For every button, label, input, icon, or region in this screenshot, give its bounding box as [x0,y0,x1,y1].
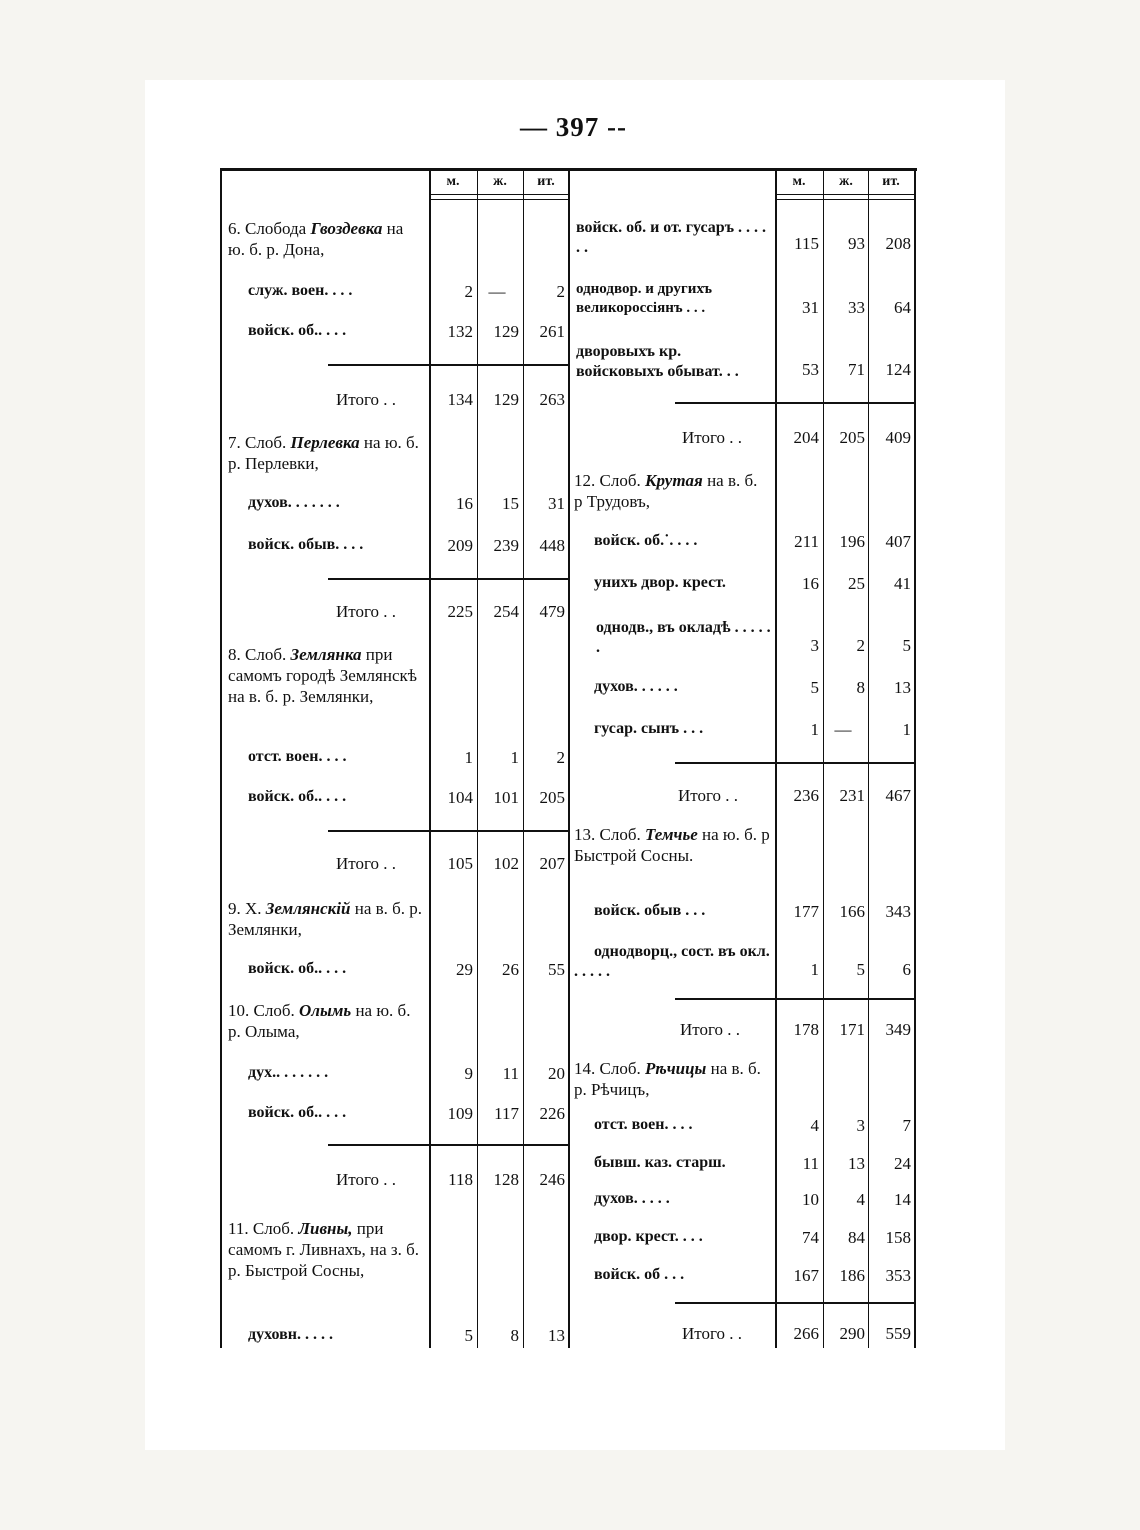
cell-m: 109 [447,1104,473,1123]
cell-zh: 239 [493,536,519,555]
row-label: однодв., въ окладѣ . . . . . . [596,619,771,656]
total-zh: 205 [839,428,865,447]
cell-m: 2 [464,282,473,301]
total-it: 207 [539,854,565,873]
cell-it: 14 [894,1190,911,1209]
cell-zh: 117 [494,1104,519,1123]
total-zh: 102 [493,854,519,873]
section-heading: 13. Слоб. Темчье на ю. б. р Быстрой Сосны. [574,825,770,865]
header-zh: ж. [493,174,507,189]
total-m: 118 [448,1170,473,1189]
cell-m: 115 [794,234,819,253]
cell-m: 53 [802,360,819,379]
cell-it: 64 [894,298,911,317]
cell-m: 167 [793,1266,819,1285]
cell-it: 2 [556,748,565,767]
total-m: 225 [447,602,473,621]
total-label: Итого . . [336,1170,397,1189]
row-label: однодворц., сост. въ окл. . . . . . [574,943,770,980]
cell-it: 343 [885,902,911,921]
row-label: войск. об.˙. . . . [594,532,698,549]
total-zh: 129 [493,390,519,409]
row-label: духовн. . . . . [248,1326,333,1343]
row-label: однодвор. и другихъ великороссіянъ . . . [576,281,713,316]
cell-m: 209 [447,536,473,555]
cell-it: 5 [902,636,911,655]
header-m: м. [446,174,460,189]
cell-zh: 84 [848,1228,865,1247]
header-rule [429,194,569,200]
cell-it: 124 [885,360,911,379]
row-label: войск. об. и от. гусаръ . . . . . . [576,219,767,256]
cell-zh: 13 [848,1154,865,1173]
cell-m: 11 [802,1154,819,1173]
cell-zh: 101 [493,788,519,807]
cell-m: 211 [794,532,819,551]
cell-it: 31 [548,494,565,513]
total-label: Итого . . [336,854,397,873]
cell-zh: 33 [848,298,865,317]
row-label: духов. . . . . [594,1190,670,1207]
cell-m: 31 [802,298,819,317]
total-rule [328,830,568,832]
header-zh: ж. [839,174,853,189]
header-m: м. [792,174,806,189]
cell-it: 20 [548,1064,565,1083]
page-number: — 397 -- [520,112,627,142]
total-m: 105 [447,854,473,873]
cell-zh: — [488,282,506,301]
cell-it: 55 [548,960,565,979]
total-m: 204 [793,428,819,447]
cell-zh: 11 [502,1064,519,1083]
cell-m: 1 [464,748,473,767]
total-it: 409 [885,428,911,447]
cell-it: 261 [539,322,565,341]
cell-zh: 196 [839,532,865,551]
cell-zh: 2 [856,636,865,655]
cell-m: 3 [810,636,819,655]
total-rule [675,762,915,764]
cell-zh: 1 [510,748,519,767]
row-label: дух.. . . . . . . [248,1064,329,1081]
total-rule [328,364,568,366]
cell-m: 1 [810,960,819,979]
total-label: Итого . . [336,602,397,621]
section-heading: 10. Слоб. Олымь на ю. б. р. Олыма, [228,1001,411,1041]
cell-m: 29 [456,960,473,979]
total-it: 559 [885,1324,911,1343]
section-heading: 12. Слоб. Крутая на в. б. р Трудовъ, [574,471,758,511]
table-right-border [914,170,916,1348]
row-label: бывш. каз. старш. [594,1154,726,1171]
cell-it: 13 [894,678,911,697]
total-label: Итого . . [678,786,739,805]
cell-it: 208 [885,234,911,253]
total-m: 178 [793,1020,819,1039]
cell-m: 9 [464,1064,473,1083]
statistics-table [220,168,917,1348]
total-zh: 231 [839,786,865,805]
total-label: Итого . . [336,390,397,409]
cell-it: 1 [902,720,911,739]
total-zh: 254 [493,602,519,621]
total-it: 263 [539,390,565,409]
cell-it: 13 [548,1326,565,1345]
table-left-border [220,170,222,1348]
row-label: войск. об.. . . . [248,788,347,805]
section-heading: 7. Слоб. Перлевка на ю. б. р. Перлевки, [228,433,419,473]
cell-it: 448 [539,536,565,555]
cell-zh: 3 [856,1116,865,1135]
cell-m: 74 [802,1228,819,1247]
cell-m: 16 [802,574,819,593]
total-label: Итого . . [682,1324,743,1343]
row-label: унихъ двор. крест. [594,574,726,591]
row-label: войск. обыв . . . [594,902,706,919]
cell-zh: 93 [848,234,865,253]
cell-it: 407 [885,532,911,551]
total-rule [675,1302,915,1304]
total-zh: 128 [493,1170,519,1189]
col-divider [568,170,570,1348]
row-label: войск. об.. . . . [248,1104,347,1121]
cell-zh: 8 [510,1326,519,1345]
row-label: войск. об.. . . . [248,960,347,977]
total-label: Итого . . [682,428,743,447]
row-label: отст. воен. . . . [248,748,347,765]
total-rule [328,578,568,580]
row-label: духов. . . . . . . [248,494,340,511]
row-label: дворовыхъ кр. войсковыхъ обыват. . . [576,343,739,380]
row-label: двор. крест. . . . [594,1228,703,1245]
cell-zh: 26 [502,960,519,979]
cell-it: 205 [539,788,565,807]
cell-m: 132 [447,322,473,341]
section-heading: 11. Слоб. Ливны, при самомъ г. Ливнахъ, на з. б. р. Быстрой Сосны, [228,1219,420,1280]
total-zh: 290 [839,1324,865,1343]
cell-zh: — [834,720,852,739]
cell-zh: 166 [839,902,865,921]
cell-zh: 25 [848,574,865,593]
row-label: духов. . . . . . [594,678,678,695]
section-heading: 8. Слоб. Землянка при самомъ городѣ Землянскѣ на в. б. р. Землянки, [228,645,417,706]
cell-m: 4 [810,1116,819,1135]
header-rule [775,194,916,200]
total-m: 134 [447,390,473,409]
cell-it: 2 [556,282,565,301]
cell-m: 104 [447,788,473,807]
row-label: служ. воен. . . . [248,282,353,299]
total-label: Итого . . [680,1020,741,1039]
cell-m: 10 [802,1190,819,1209]
row-label: войск. об.. . . . [248,322,347,339]
total-m: 266 [793,1324,819,1343]
cell-it: 353 [885,1266,911,1285]
cell-zh: 71 [848,360,865,379]
cell-it: 7 [902,1116,911,1135]
header-it: ит. [882,174,900,189]
cell-it: 226 [539,1104,565,1123]
cell-it: 24 [894,1154,911,1173]
row-label: войск. об . . . [594,1266,685,1283]
total-zh: 171 [839,1020,865,1039]
total-rule [675,998,915,1000]
total-rule [328,1144,568,1146]
cell-zh: 186 [839,1266,865,1285]
row-label: отст. воен. . . . [594,1116,693,1133]
total-rule [675,402,915,404]
cell-it: 158 [885,1228,911,1247]
section-heading: 6. Слобода Гвоздевка на ю. б. р. Дона, [228,219,404,259]
header-it: ит. [537,174,555,189]
cell-m: 1 [810,720,819,739]
total-m: 236 [793,786,819,805]
cell-it: 6 [902,960,911,979]
total-it: 479 [539,602,565,621]
cell-zh: 15 [502,494,519,513]
row-label: войск. обыв. . . . [248,536,364,553]
total-it: 349 [885,1020,911,1039]
section-heading: 9. Х. Землянскій на в. б. р. Землянки, [228,899,423,939]
cell-it: 41 [894,574,911,593]
cell-zh: 8 [856,678,865,697]
cell-m: 177 [793,902,819,921]
cell-m: 16 [456,494,473,513]
cell-zh: 129 [493,322,519,341]
row-label: гусар. сынъ . . . [594,720,704,737]
cell-m: 5 [464,1326,473,1345]
cell-zh: 4 [856,1190,865,1209]
total-it: 467 [885,786,911,805]
total-it: 246 [539,1170,565,1189]
cell-m: 5 [810,678,819,697]
section-heading: 14. Слоб. Рѣчицы на в. б. р. Рѣчицъ, [574,1059,761,1099]
cell-zh: 5 [856,960,865,979]
